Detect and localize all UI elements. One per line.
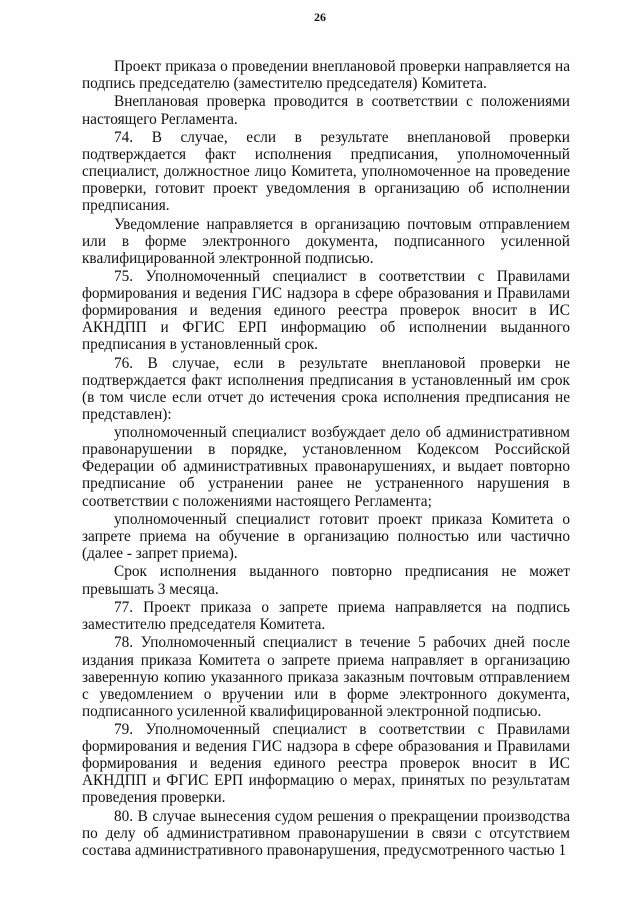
paragraph-76-item-2: уполномоченный специалист готовит проект приказа Комитета о запрете приема на обучение в организацию полностью или частично (далее - запрет приема). [82,510,570,563]
paragraph-77: 77. Проект приказа о запрете приема направляется на подпись заместителю председателя Комитета. [82,598,570,634]
paragraph-2: Внеплановая проверка проводится в соответствии с положениями настоящего Регламента. [82,93,570,128]
paragraph-1: Проект приказа о проведении внеплановой проверки направляется на подпись председателю (заместителю председателя) Комитета. [82,58,570,93]
paragraph-78: 78. Уполномоченный специалист в течение 5 рабочих дней после издания приказа Комитета о запрете приема направляет в организацию заверенную копию указанного приказа заказным почтовым отправлением с уведомлением о вручении или в форме электронного документа, подписанного усиленной квалифицированной электронной подписью. [82,634,570,720]
paragraph-79: 79. Уполномоченный специалист в соответствии с Правилами формирования и ведения ГИС надзора в сфере образования и Правилами формирования и ведения единого реестра проверок вносит в ИС АКНДПП и ФГИС ЕРП информацию о мерах, принятых по результатам проведения проверки. [82,721,570,807]
paragraph-74: 74. В случае, если в результате внеплановой проверки подтверждается факт исполнения предписания, уполномоченный специалист, должностное лицо Комитета, уполномоченное на проведение проверки, готовит проект уведомления в организацию об исполнении предписания. [82,128,570,215]
paragraph-76-item-1: уполномоченный специалист возбуждает дело об административном правонарушении в порядке, установленном Кодексом Российской Федерации об административных правонарушениях, и выдает повторно предписание об устранении ранее не устраненного нарушения в соответствии с положениями настоящего Регламента; [82,424,570,510]
document-body [82,58,570,860]
paragraph-75: 75. Уполномоченный специалист в соответствии с Правилами формирования и ведения ГИС надзора в сфере образования и Правилами формирования и ведения единого реестра проверок вносит в ИС АКНДПП и ФГИС ЕРП информацию об исполнении выданного предписания в установленный срок. [82,268,570,354]
paragraph-76: 76. В случае, если в результате внеплановой проверки не подтверждается факт исполнения предписания в установленный им срок (в том числе если отчет до истечения срока исполнения предписания не представлен): [82,354,570,423]
paragraph-deadline: Срок исполнения выданного повторно предписания не может превышать 3 месяца. [82,563,570,598]
paragraph-notice: Уведомление направляется в организацию почтовым отправлением или в форме электронного документа, подписанного усиленной квалифицированной электронной подписью. [82,215,570,267]
paragraph-80: 80. В случае вынесения судом решения о прекращении производства по делу об административном правонарушении в связи с отсутствием состава административного правонарушения, предусмотренного частью 1 [82,807,570,859]
page-number: 26 [314,10,326,24]
